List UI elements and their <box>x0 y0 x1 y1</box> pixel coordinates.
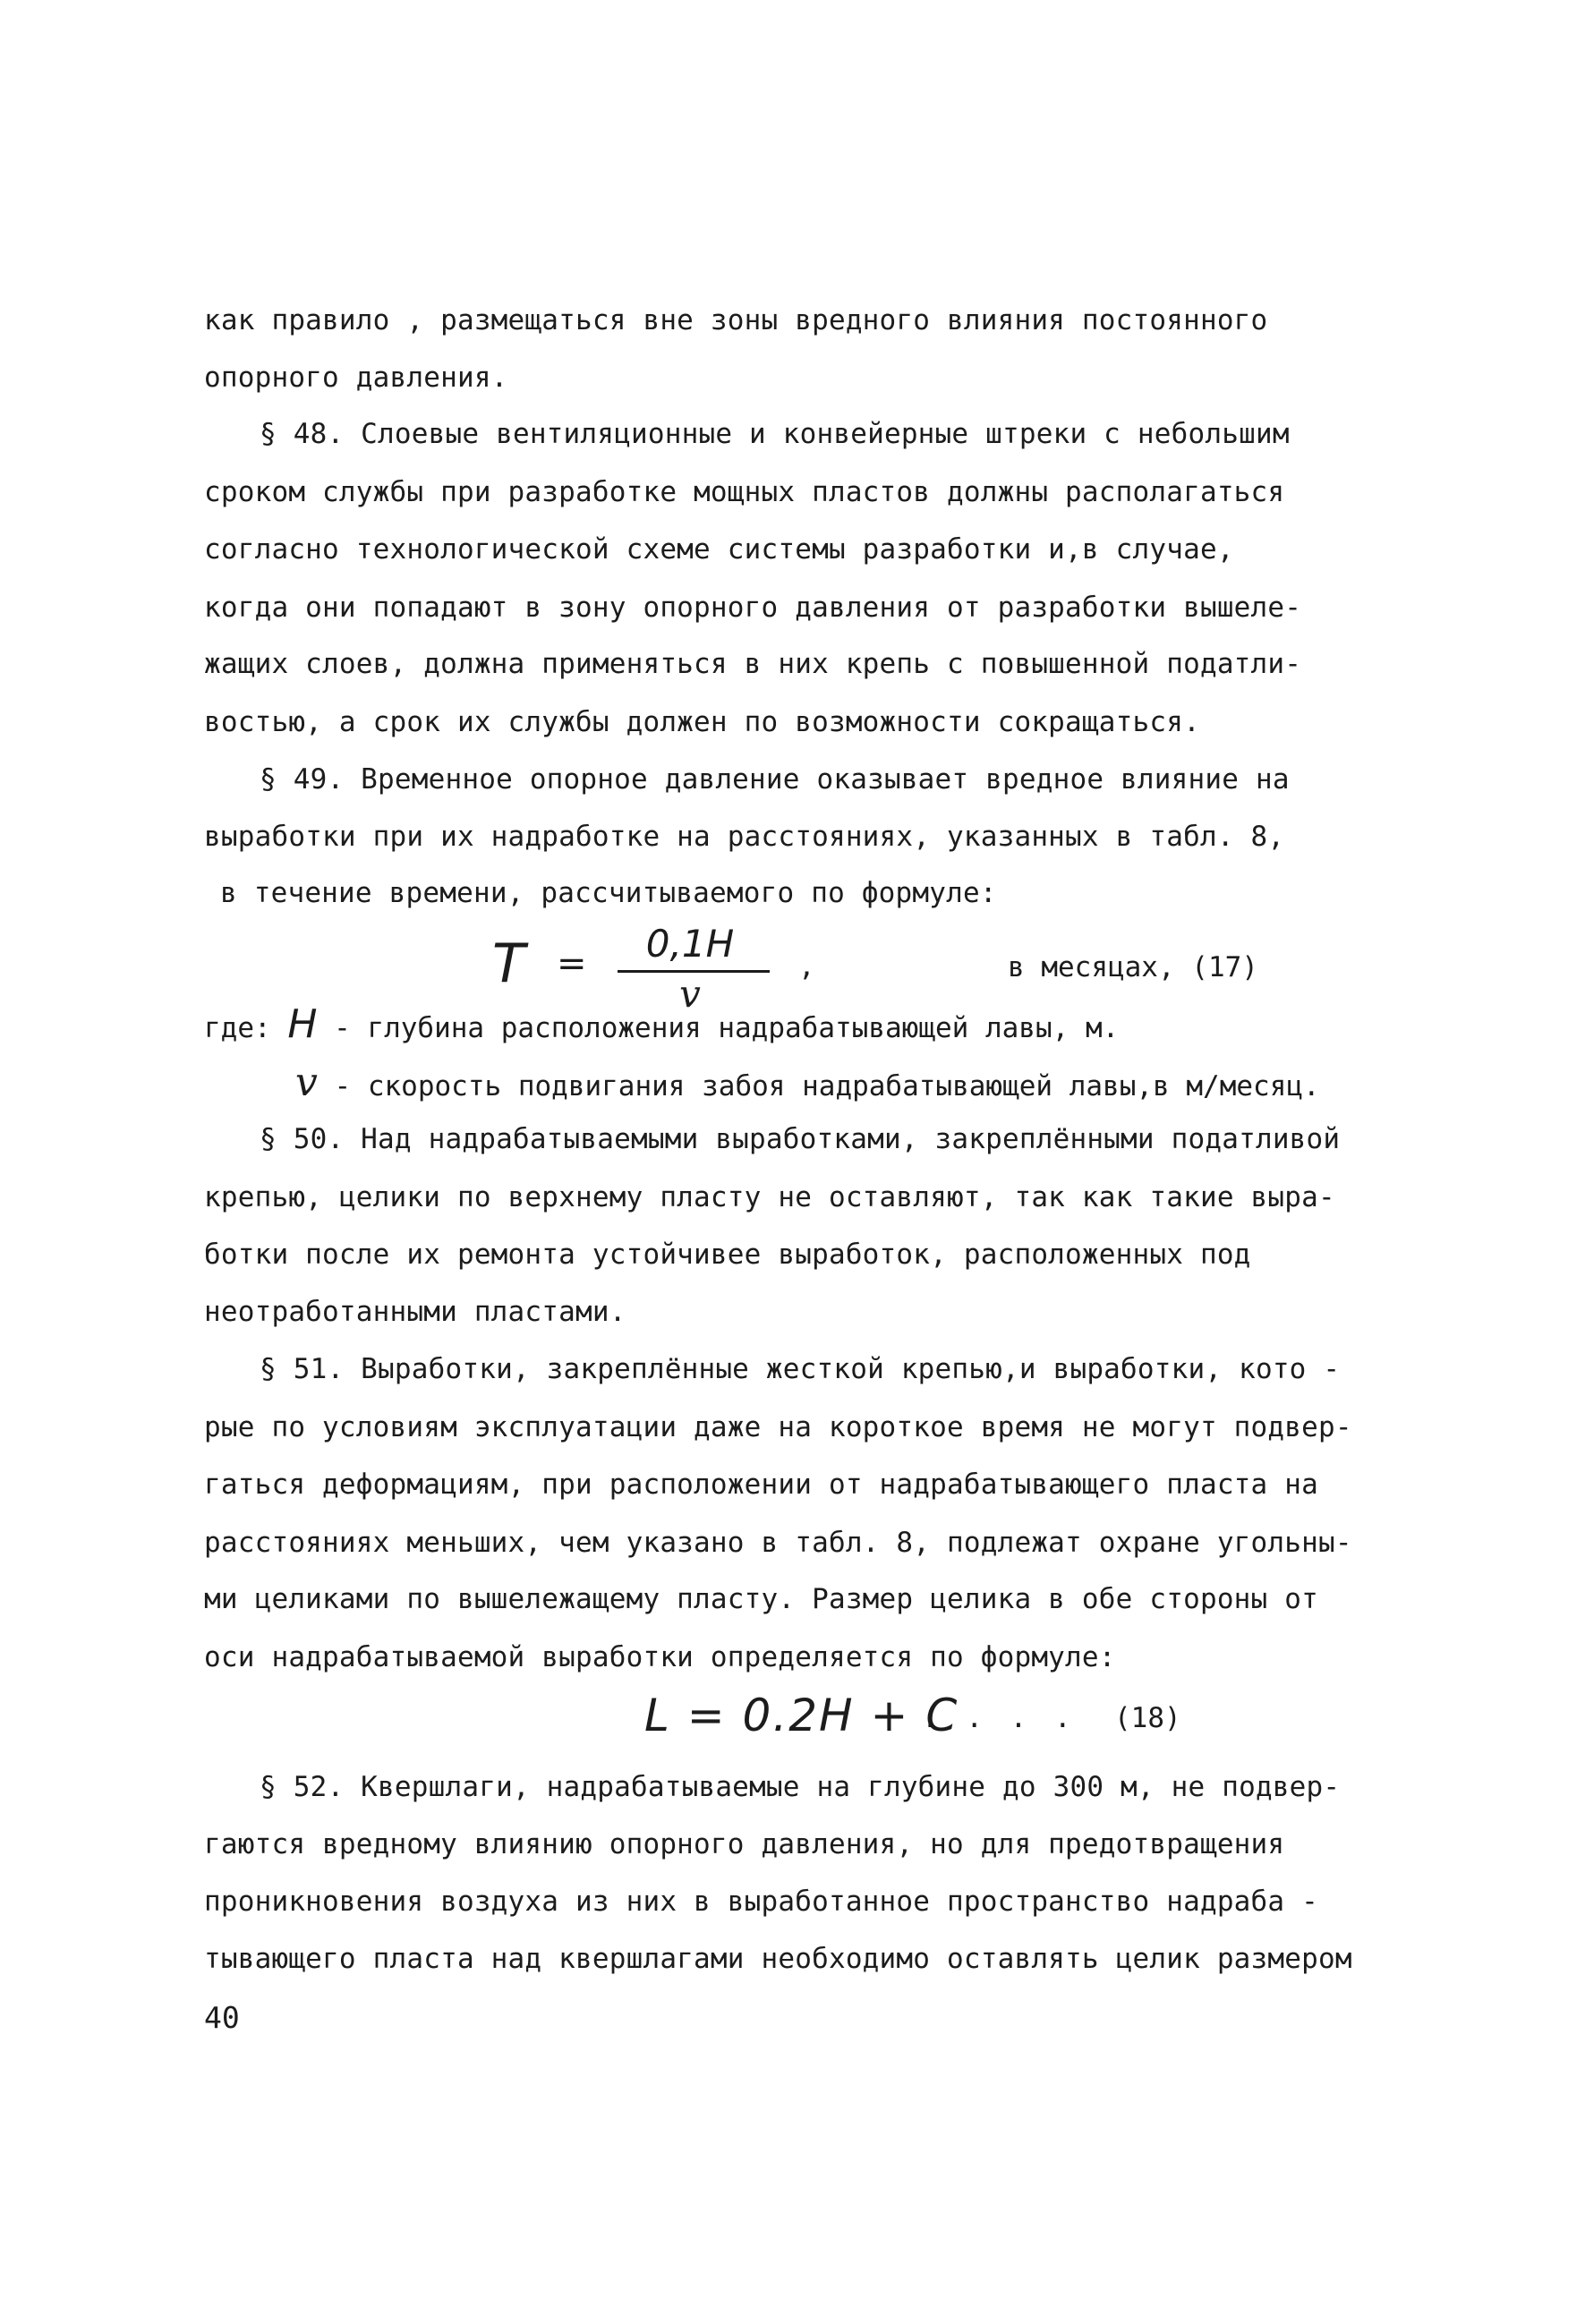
formula-17-comma: , <box>798 950 815 983</box>
text-line: ботки после их ремонта устойчивее выработок, расположенных под <box>204 1239 1251 1271</box>
text-line: выработки при их надработке на расстояниях, указанных в табл. 8, <box>204 821 1285 853</box>
formula-18-number: (18) <box>1114 1702 1181 1734</box>
formula-18-dots: . . . . <box>922 1702 1077 1734</box>
formula-18-expression: L = 0.2H + C <box>644 1690 959 1741</box>
h-definition: - глубина расположения надрабатывающей лавы, м. <box>334 1012 1120 1044</box>
text-line: жащих слоев, должна применяться в них крепь с повышенной податли- <box>204 648 1302 680</box>
text-line: гаются вредному влиянию опорного давления, но для предотвращения <box>204 1828 1285 1860</box>
paragraph-52-start: § 52. Квершлаги, надрабатываемые на глубине до 300 м, не подвер- <box>260 1771 1341 1803</box>
text-line: ми целиками по вышележащему пласту. Размер целика в обе стороны от <box>204 1583 1318 1615</box>
text-line: расстояниях меньших, чем указано в табл. 8, подлежат охране угольны- <box>204 1527 1352 1559</box>
symbol-h: H <box>287 1001 318 1047</box>
paragraph-50-start: § 50. Над надрабатываемыми выработками, закреплёнными податливой <box>260 1123 1341 1155</box>
text-line: согласно технологической схеме системы разработки и,в случае, <box>204 533 1234 566</box>
text-line: гаться деформациям, при расположении от надрабатывающего пласта на <box>204 1468 1318 1501</box>
text-line: опорного давления. <box>204 362 508 394</box>
formula-17-equals: = <box>557 943 587 984</box>
text-line: оси надрабатываемой выработки определяется по формуле: <box>204 1641 1116 1673</box>
text-line: когда они попадают в зону опорного давления от разработки вышеле- <box>204 592 1302 624</box>
paragraph-49-start: § 49. Временное опорное давление оказывает вредное влияние на <box>260 763 1290 796</box>
text-line: в течение времени, рассчитываемого по формуле: <box>220 877 997 909</box>
text-line: неотработанными пластами. <box>204 1296 626 1328</box>
where-h-line <box>204 1001 1120 1047</box>
where-v-line <box>295 1060 1320 1105</box>
text-line: востью, а срок их службы должен по возможности сокращаться. <box>204 706 1200 738</box>
text-line: тывающего пласта над квершлагами необходимо оставлять целик размером <box>204 1943 1352 1975</box>
text-line: проникновения воздуха из них в выработанное пространство надраба - <box>204 1886 1318 1918</box>
formula-17-numerator: 0,1H <box>645 922 735 966</box>
formula-17-unit-and-number: в месяцах, (17) <box>1008 951 1258 983</box>
formula-17-denominator: v <box>679 972 701 1016</box>
text-line: рые по условиям эксплуатации даже на короткое время не могут подвер- <box>204 1411 1352 1443</box>
paragraph-51-start: § 51. Выработки, закреплённые жесткой крепью,и выработки, кото - <box>260 1353 1341 1385</box>
paragraph-48-start: § 48. Слоевые вентиляционные и конвейерные штреки с небольшим <box>260 418 1290 450</box>
text-line: крепью, целики по верхнему пласту не оставляют, так как такие выра- <box>204 1181 1335 1213</box>
text-line: сроком службы при разработке мощных пластов должны располагаться <box>204 476 1285 508</box>
page-number: 40 <box>204 2000 240 2035</box>
v-definition: - скорость подвигания забоя надрабатывающей лавы,в м/месяц. <box>334 1070 1320 1102</box>
text-line: как правило , размещаться вне зоны вредного влияния постоянного <box>204 304 1268 336</box>
where-prefix: где: <box>204 1012 271 1044</box>
symbol-v: v <box>295 1060 318 1105</box>
formula-17-lhs: T <box>492 932 525 995</box>
